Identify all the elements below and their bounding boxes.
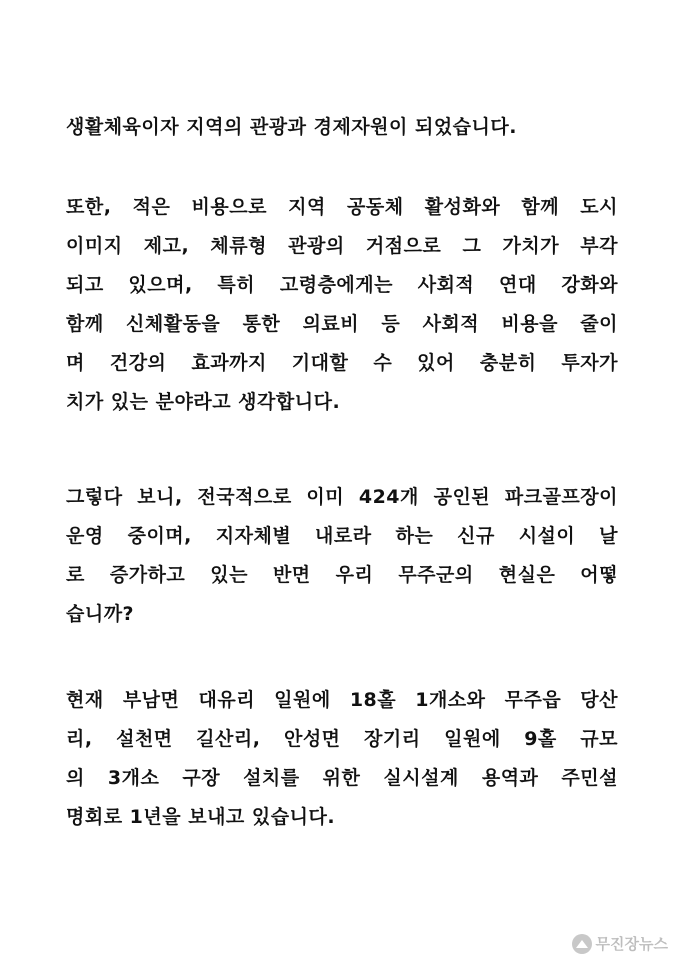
watermark xyxy=(572,933,668,954)
text-line: 이미지 제고, 체류형 관광의 거점으로 그 가치가 부각 xyxy=(66,235,618,257)
text-line: 로 증가하고 있는 반면 우리 무주군의 현실은 어떻 xyxy=(66,564,618,586)
text-line: 치가 있는 분야라고 생각합니다. xyxy=(66,391,341,413)
text-line: 생활체육이자 지역의 관광과 경제자원이 되었습니다. xyxy=(66,116,517,138)
paragraph-1 xyxy=(66,108,618,147)
text-line: 명회로 1년을 보내고 있습니다. xyxy=(66,806,336,828)
text-line: 되고 있으며, 특히 고령층에게는 사회적 연대 강화와 xyxy=(66,274,618,296)
paragraph-3 xyxy=(66,478,618,634)
text-line: 습니까? xyxy=(66,603,135,625)
paragraph-4 xyxy=(66,681,618,837)
news-logo-icon xyxy=(572,934,592,954)
watermark-text: 무진장뉴스 xyxy=(595,935,668,953)
text-line: 의 3개소 구장 설치를 위한 실시설계 용역과 주민설 xyxy=(66,767,618,789)
text-line: 현재 부남면 대유리 일원에 18홀 1개소와 무주읍 당산 xyxy=(66,689,618,711)
text-line: 리, 설천면 길산리, 안성면 장기리 일원에 9홀 규모 xyxy=(66,728,618,750)
text-line: 또한, 적은 비용으로 지역 공동체 활성화와 함께 도시 xyxy=(66,196,618,218)
text-line: 그렇다 보니, 전국적으로 이미 424개 공인된 파크골프장이 xyxy=(66,486,618,508)
text-line: 함께 신체활동을 통한 의료비 등 사회적 비용을 줄이 xyxy=(66,313,618,335)
text-line: 며 건강의 효과까지 기대할 수 있어 충분히 투자가 xyxy=(66,352,618,374)
paragraph-2 xyxy=(66,188,618,422)
text-line: 운영 중이며, 지자체별 내로라 하는 신규 시설이 날 xyxy=(66,525,618,547)
